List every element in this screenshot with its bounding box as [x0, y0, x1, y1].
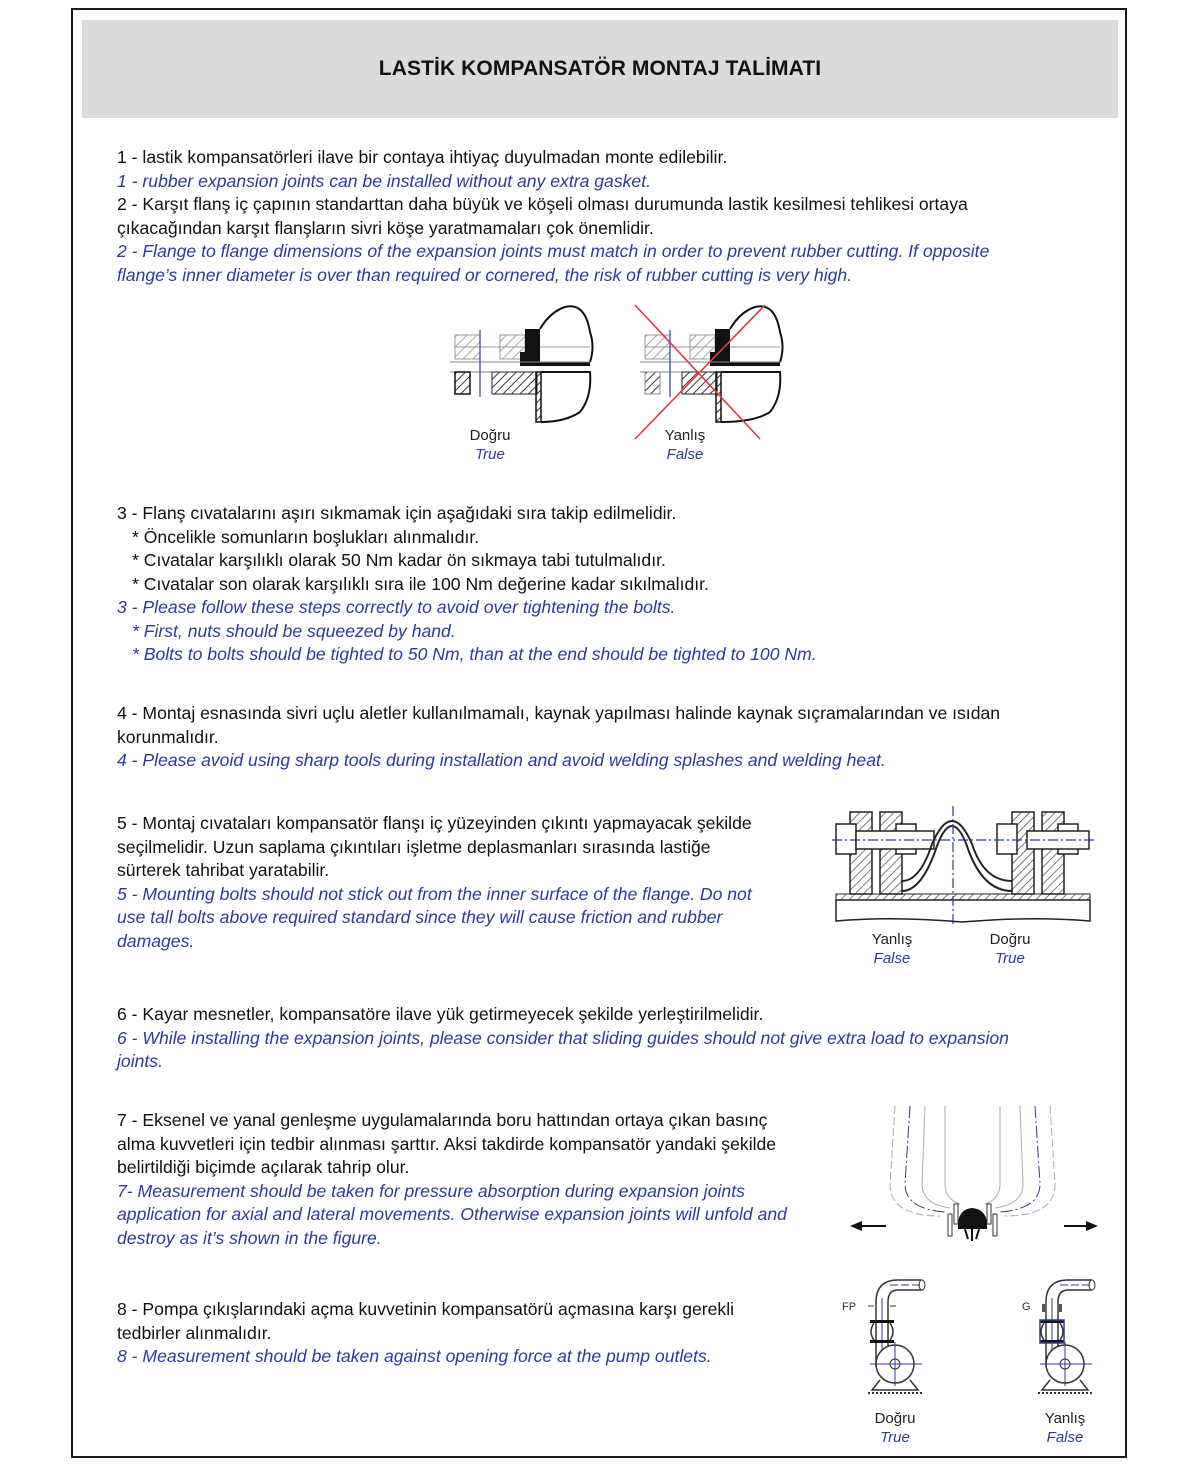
flange-correct-drawing [450, 306, 593, 422]
bolt-drawing [832, 806, 1094, 924]
section-6-en-line: joints. [117, 1051, 163, 1071]
caption-tr: Yanlış [1044, 1410, 1086, 1427]
section-3-en-line: * Bolts to bolts should be tighted to 50 Nm, than at the end should be tighted to 100 Nm. [132, 644, 817, 664]
section-5-tr-line: 5 - Montaj cıvataları kompansatör flanşı iç yüzeyinden çıkıntı yapmayacak şekilde [117, 813, 752, 833]
caption-en: False [666, 446, 704, 463]
arrow-left-icon [850, 1221, 886, 1231]
u-pipe-figure [850, 1104, 1100, 1249]
caption-tr: Yanlış [871, 931, 913, 948]
section-6-en-line: 6 - While installing the expansion joints, please consider that sliding guides should not give extra load to expansion [117, 1027, 1009, 1048]
section-5-tr-line: sürterek tahribat yaratabilir. [117, 860, 330, 880]
section-3-tr-line: * Cıvatalar son olarak karşılıklı sıra ile 100 Nm değerine kadar sıkılmalıdır. [132, 573, 709, 594]
page-title: LASTİK KOMPANSATÖR MONTAJ TALİMATI [378, 57, 822, 80]
pump-tag-fp: FP [842, 1301, 857, 1313]
caption-en: False [1046, 1429, 1084, 1446]
caption-tr: Doğru [989, 931, 1031, 948]
section-3 [117, 502, 817, 667]
section-7 [117, 1109, 787, 1250]
section-8-tr-line: 8 - Pompa çıkışlarındaki açma kuvvetinin kompansatörü açmasına karşı gerekli [117, 1299, 735, 1319]
caption-tr: Doğru [469, 427, 511, 444]
section-1-tr-line: 1 - lastik kompansatörleri ilave bir contaya ihtiyaç duyulmadan monte edilebilir. [117, 147, 728, 167]
flange-figure [450, 302, 780, 463]
section-2-tr-line: 2 - Karşıt flanş iç çapının standarttan daha büyük ve köşeli olması durumunda lastik kesilmesi tehlikesi ortaya [117, 194, 968, 214]
section-3-tr-line: * Öncelikle somunların boşlukları alınmalıdır. [132, 526, 480, 547]
section-8-en-line: 8 - Measurement should be taken against opening force at the pump outlets. [117, 1346, 712, 1366]
expansion-joint-icon [948, 1204, 997, 1241]
caption-tr: Yanlış [664, 427, 706, 444]
caption-en: True [995, 950, 1025, 967]
section-7-tr-line: alma kuvvetleri için tedbir alınması şarttır. Aksi takdirde kompansatör yandaki şekilde [117, 1133, 777, 1154]
section-4 [117, 702, 1000, 773]
section-5 [117, 812, 752, 953]
section-5-en-line: damages. [117, 930, 195, 951]
caption-en: True [475, 446, 505, 463]
section-3-tr-line: * Cıvatalar karşılıklı olarak 50 Nm kadar ön sıkmaya tabi tutulmalıdır. [132, 550, 666, 570]
section-7-en-line: destroy as it’s shown in the figure. [117, 1227, 382, 1248]
pump-correct-drawing [842, 1280, 925, 1393]
section-7-en-line: 7- Measurement should be taken for pressure absorption during expansion joints [117, 1180, 745, 1201]
pump-tag-g: G [1022, 1301, 1031, 1313]
flange-wrong-drawing [635, 305, 783, 439]
caption-en: True [880, 1429, 910, 1446]
section-4-tr-line: 4 - Montaj esnasında sivri uçlu aletler kullanılmamalı, kaynak yapılması halinde kaynak sıçramalarından ve ısıdan [117, 703, 1001, 723]
section-7-tr-line: belirtildiği biçimde açılarak tahrip olur. [117, 1157, 410, 1177]
caption-en: False [873, 950, 911, 967]
section-2-en-line: flange’s inner diameter is over than required or cornered, the risk of rubber cutting is very high. [117, 264, 853, 285]
section-1-en-line: 1 - rubber expansion joints can be installed without any extra gasket. [117, 170, 651, 191]
section-6 [117, 1003, 1009, 1074]
section-5-tr-line: seçilmelidir. Uzun saplama çıkıntıları işletme deplasmanları sırasında lastiğe [117, 836, 711, 857]
bolt-figure [832, 806, 1094, 967]
section-4-tr-line: korunmalıdır. [117, 726, 219, 747]
header-band [82, 20, 1118, 118]
section-7-tr-line: 7 - Eksenel ve yanal genleşme uygulamalarında boru hattından ortaya çıkan basınç [117, 1110, 768, 1130]
section-3-en-line: 3 - Please follow these steps correctly to avoid over tightening the bolts. [117, 597, 676, 617]
section-2-en-line: 2 - Flange to flange dimensions of the expansion joints must match in order to prevent rubber cutting. If opposite [117, 241, 990, 261]
pump-wrong-drawing [1022, 1280, 1095, 1393]
section-4-en-line: 4 - Please avoid using sharp tools during installation and avoid welding splashes and welding heat. [117, 750, 886, 770]
u-pipe-drawing [890, 1106, 1055, 1216]
pump-figure [840, 1272, 1102, 1446]
pump-caption-false [1035, 1409, 1095, 1447]
section-2-tr-line: çıkacağından karşıt flanşların sivri köşe yaratmamaları çok önemlidir. [117, 217, 654, 238]
section-5-en-line: use tall bolts above required standard since they will cause friction and rubber [117, 907, 723, 927]
bolt-caption-true [980, 930, 1040, 968]
section-8 [117, 1298, 734, 1369]
section-8-tr-line: tedbirler alınmalıdır. [117, 1322, 272, 1343]
section-5-en-line: 5 - Mounting bolts should not stick out from the inner surface of the flange. Do not [117, 883, 752, 904]
pump-caption-true [865, 1409, 925, 1447]
caption-tr: Doğru [874, 1410, 916, 1427]
arrow-right-icon [1064, 1221, 1098, 1231]
flange-caption-true [460, 426, 520, 464]
section-6-tr-line: 6 - Kayar mesnetler, kompansatöre ilave yük getirmeyecek şekilde yerleştirilmelidir. [117, 1004, 764, 1024]
section-7-en-line: application for axial and lateral movements. Otherwise expansion joints will unfold and [117, 1204, 787, 1224]
flange-caption-false [655, 426, 715, 464]
section-3-tr-line: 3 - Flanş cıvatalarını aşırı sıkmamak için aşağıdaki sıra takip edilmelidir. [117, 503, 677, 523]
section-1 [117, 146, 989, 287]
section-3-en-line: * First, nuts should be squeezed by hand. [132, 620, 456, 641]
bolt-caption-false [862, 930, 922, 968]
